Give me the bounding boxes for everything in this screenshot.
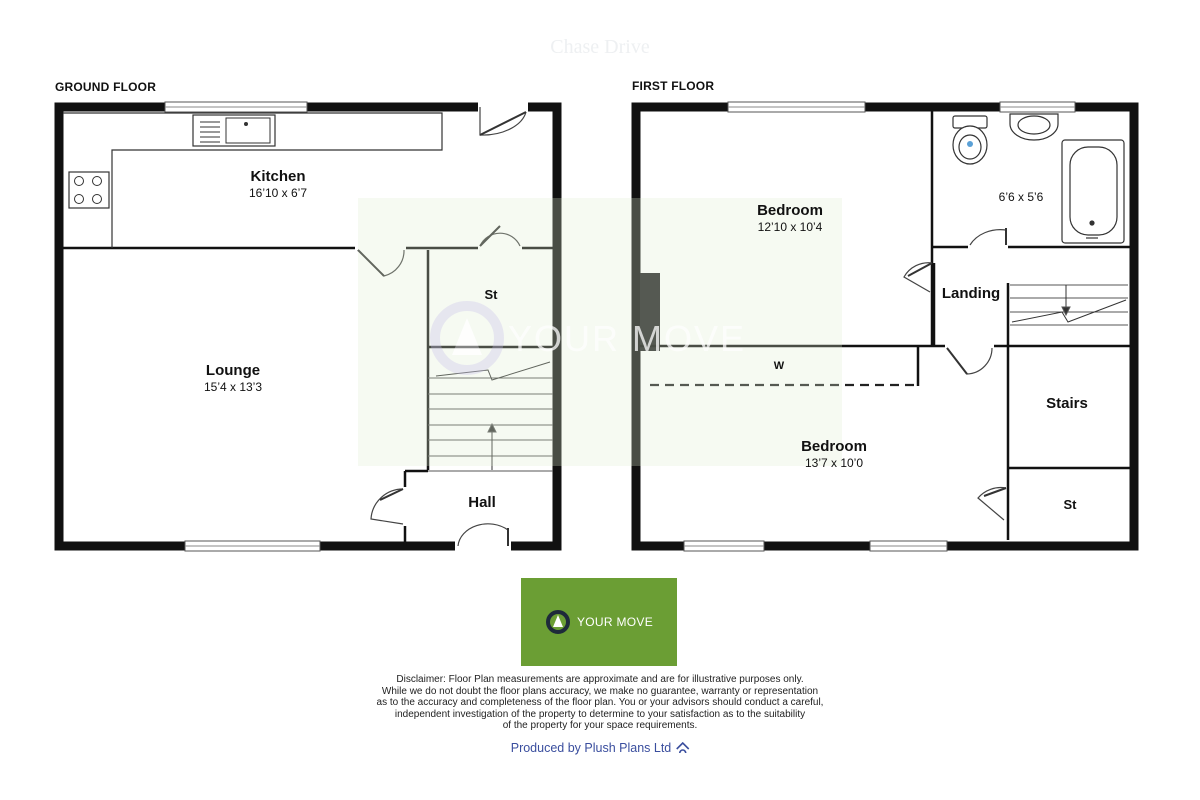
stairs-name: Stairs xyxy=(1046,395,1088,412)
disclaimer-line: While we do not doubt the floor plans accuracy, we make no guarantee, warranty or representation xyxy=(381,685,819,697)
ground-store-label: St xyxy=(484,287,498,302)
kitchen-dimensions: 16’10 x 6’7 xyxy=(248,186,308,200)
wardrobe-label: W xyxy=(773,360,785,372)
bathroom-dimensions: 6’6 x 5’6 xyxy=(998,190,1044,204)
hall-name: Hall xyxy=(468,494,496,511)
bedroom-1-label xyxy=(757,202,823,234)
disclaimer xyxy=(310,674,890,732)
your-move-logo-icon xyxy=(545,609,571,635)
landing-label xyxy=(942,285,1000,303)
watermark-text: YOUR MOVE xyxy=(508,318,747,359)
front-door-opening xyxy=(455,541,511,551)
toilet xyxy=(953,116,987,164)
bedroom-2-name: Bedroom xyxy=(801,438,867,455)
ghost-title: Chase Drive xyxy=(550,36,650,58)
bedroom-2-label xyxy=(801,438,867,470)
plush-plans-house-icon xyxy=(675,742,689,754)
your-move-logo-text: YOUR MOVE xyxy=(576,615,654,629)
hall-label xyxy=(468,494,496,512)
bedroom-1-name: Bedroom xyxy=(757,202,823,219)
lounge-name: Lounge xyxy=(205,362,261,379)
produced-by-text: Produced by Plush Plans Ltd xyxy=(510,741,672,755)
landing-stairs xyxy=(1010,285,1128,325)
disclaimer-line: Disclaimer: Floor Plan measurements are approximate and are for illustrative purposes only. xyxy=(396,674,804,685)
bedroom-2-dimensions: 13’7 x 10’0 xyxy=(804,456,864,470)
kitchen-sink xyxy=(193,115,275,146)
disclaimer-line: independent investigation of the property to determine to your satisfaction as to the suitability xyxy=(394,708,806,720)
lounge-dimensions: 15’4 x 13’3 xyxy=(203,380,263,394)
kitchen-name: Kitchen xyxy=(250,168,306,185)
kitchen-label xyxy=(249,168,307,200)
disclaimer-line: of the property for your space requirements. xyxy=(502,720,698,731)
ground-floor-label: GROUND FLOOR xyxy=(55,80,157,94)
kitchen-hob xyxy=(69,172,109,208)
stairs-label xyxy=(1046,395,1088,413)
landing-name: Landing xyxy=(941,285,1001,302)
back-door-opening xyxy=(478,102,528,112)
disclaimer-line: as to the accuracy and completeness of the floor plan. You or your advisors should conduct a careful, xyxy=(376,697,824,708)
first-store-label: St xyxy=(1063,497,1077,512)
bath xyxy=(1062,140,1124,243)
basin xyxy=(1010,114,1058,140)
lounge-label xyxy=(204,362,262,394)
first-floor-label: FIRST FLOOR xyxy=(632,79,715,93)
your-move-logo xyxy=(521,578,677,666)
bedroom-1-dimensions: 12’10 x 10’4 xyxy=(757,220,823,234)
produced-by xyxy=(511,741,690,755)
bathroom-label xyxy=(999,190,1044,204)
